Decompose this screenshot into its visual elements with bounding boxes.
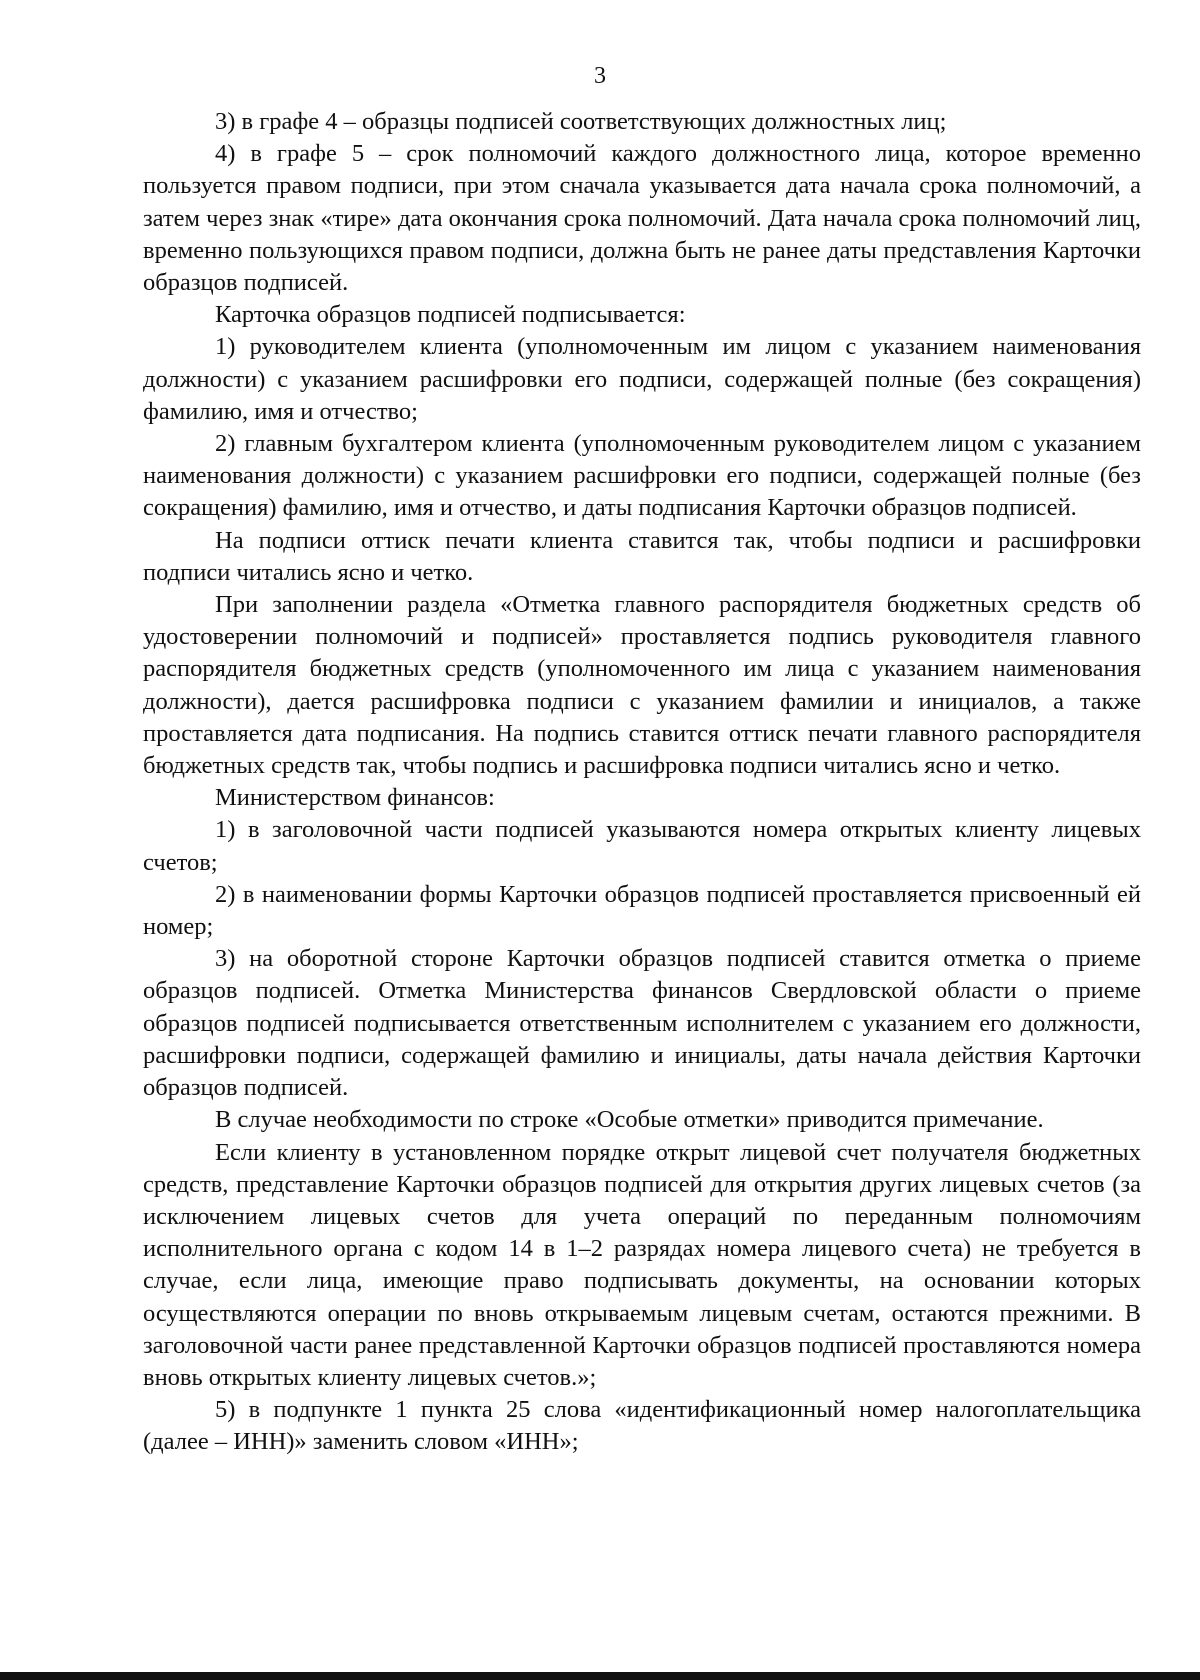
paragraph-ministry-item-2: 2) в наименовании формы Карточки образцов подписей проставляется присвоенный ей номер; [143,880,1141,941]
paragraph-item-4-column-5: 4) в графе 5 – срок полномочий каждого должностного лица, которое временно пользуется правом подписи, при этом сначала указывается дата начала срока полномочий, а затем через знак «тире» дата окончания срока полномочий. Дата начала срока полномочий лиц, временно пользующихся правом подписи, должна быть не ранее даты представления Карточки образцов подписей. [143,140,1141,297]
paragraph-ministry-item-1: 1) в заголовочной части подписей указываются номера открытых клиенту лицевых счетов; [143,816,1141,876]
paragraph-chief-administrator-mark: При заполнении раздела «Отметка главного распорядителя бюджетных средств об удостоверении полномочий и подписей» проставляется подпись руководителя главного распорядителя бюджетных средств (уполномоченного им лица с указанием наименования должности), дается расшифровка подписи с указанием фамилии и инициалов, а также проставляется дата подписания. На подпись ставится оттиск печати главного распорядителя бюджетных средств так, чтобы подпись и расшифровка подписи читались ясно и четко. [143,591,1141,780]
paragraph-signer-accountant: 2) главным бухгалтером клиента (уполномоченным руководителем лицом с указанием наименования должности) с указанием расшифровки его подписи, содержащей полные (без сокращения) фамилию, имя и отчество, и даты подписания Карточки образцов подписей. [143,430,1141,522]
paragraph-item-3-column-4: 3) в графе 4 – образцы подписей соответствующих должностных лиц; [215,108,947,135]
document-body [143,106,1141,1459]
paragraph-signer-head: 1) руководителем клиента (уполномоченным им лицом с указанием наименования должности) с указанием расшифровки его подписи, содержащей полные (без сокращения) фамилию, имя и отчество; [143,333,1141,425]
paragraph-card-signed-by: Карточка образцов подписей подписывается: [215,301,686,329]
paragraph-ministry-of-finance: Министерством финансов: [215,784,495,812]
paragraph-ministry-item-3: 3) на оборотной стороне Карточки образцов подписей ставится отметка о приеме образцов подписей. Отметка Министерства финансов Свердловской области о приеме образцов подписей подписывается ответственным исполнителем с указанием его должности, расшифровки подписи, содержащей фамилию и инициалы, даты начала действия Карточки образцов подписей. [143,945,1141,1102]
scan-bottom-edge [0,1672,1200,1680]
page-number: 3 [594,63,606,89]
paragraph-special-notes: В случае необходимости по строке «Особые отметки» приводится примечание. [215,1106,1044,1134]
paragraph-item-5-inn: 5) в подпункте 1 пункта 25 слова «идентификационный номер налогоплательщика (далее – ИНН)» заменить словом «ИНН»; [143,1396,1141,1456]
paragraph-seal-imprint: На подписи оттиск печати клиента ставится так, чтобы подписи и расшифровки подписи читались ясно и четко. [143,526,1141,586]
paragraph-other-accounts: Если клиенту в установленном порядке открыт лицевой счет получателя бюджетных средств, представление Карточки образцов подписей для открытия других лицевых счетов (за исключением лицевых счетов для учета операций по переданным полномочиям исполнительного органа с кодом 14 в 1–2 разрядах номера лицевого счета) не требуется в случае, если лица, имеющие право подписывать документы, на основании которых осуществляются операции по вновь открываемым лицевым счетам, остаются прежними. В заголовочной части ранее представленной Карточки образцов подписей проставляются номера вновь открытых клиенту лицевых счетов.»; [143,1138,1141,1391]
